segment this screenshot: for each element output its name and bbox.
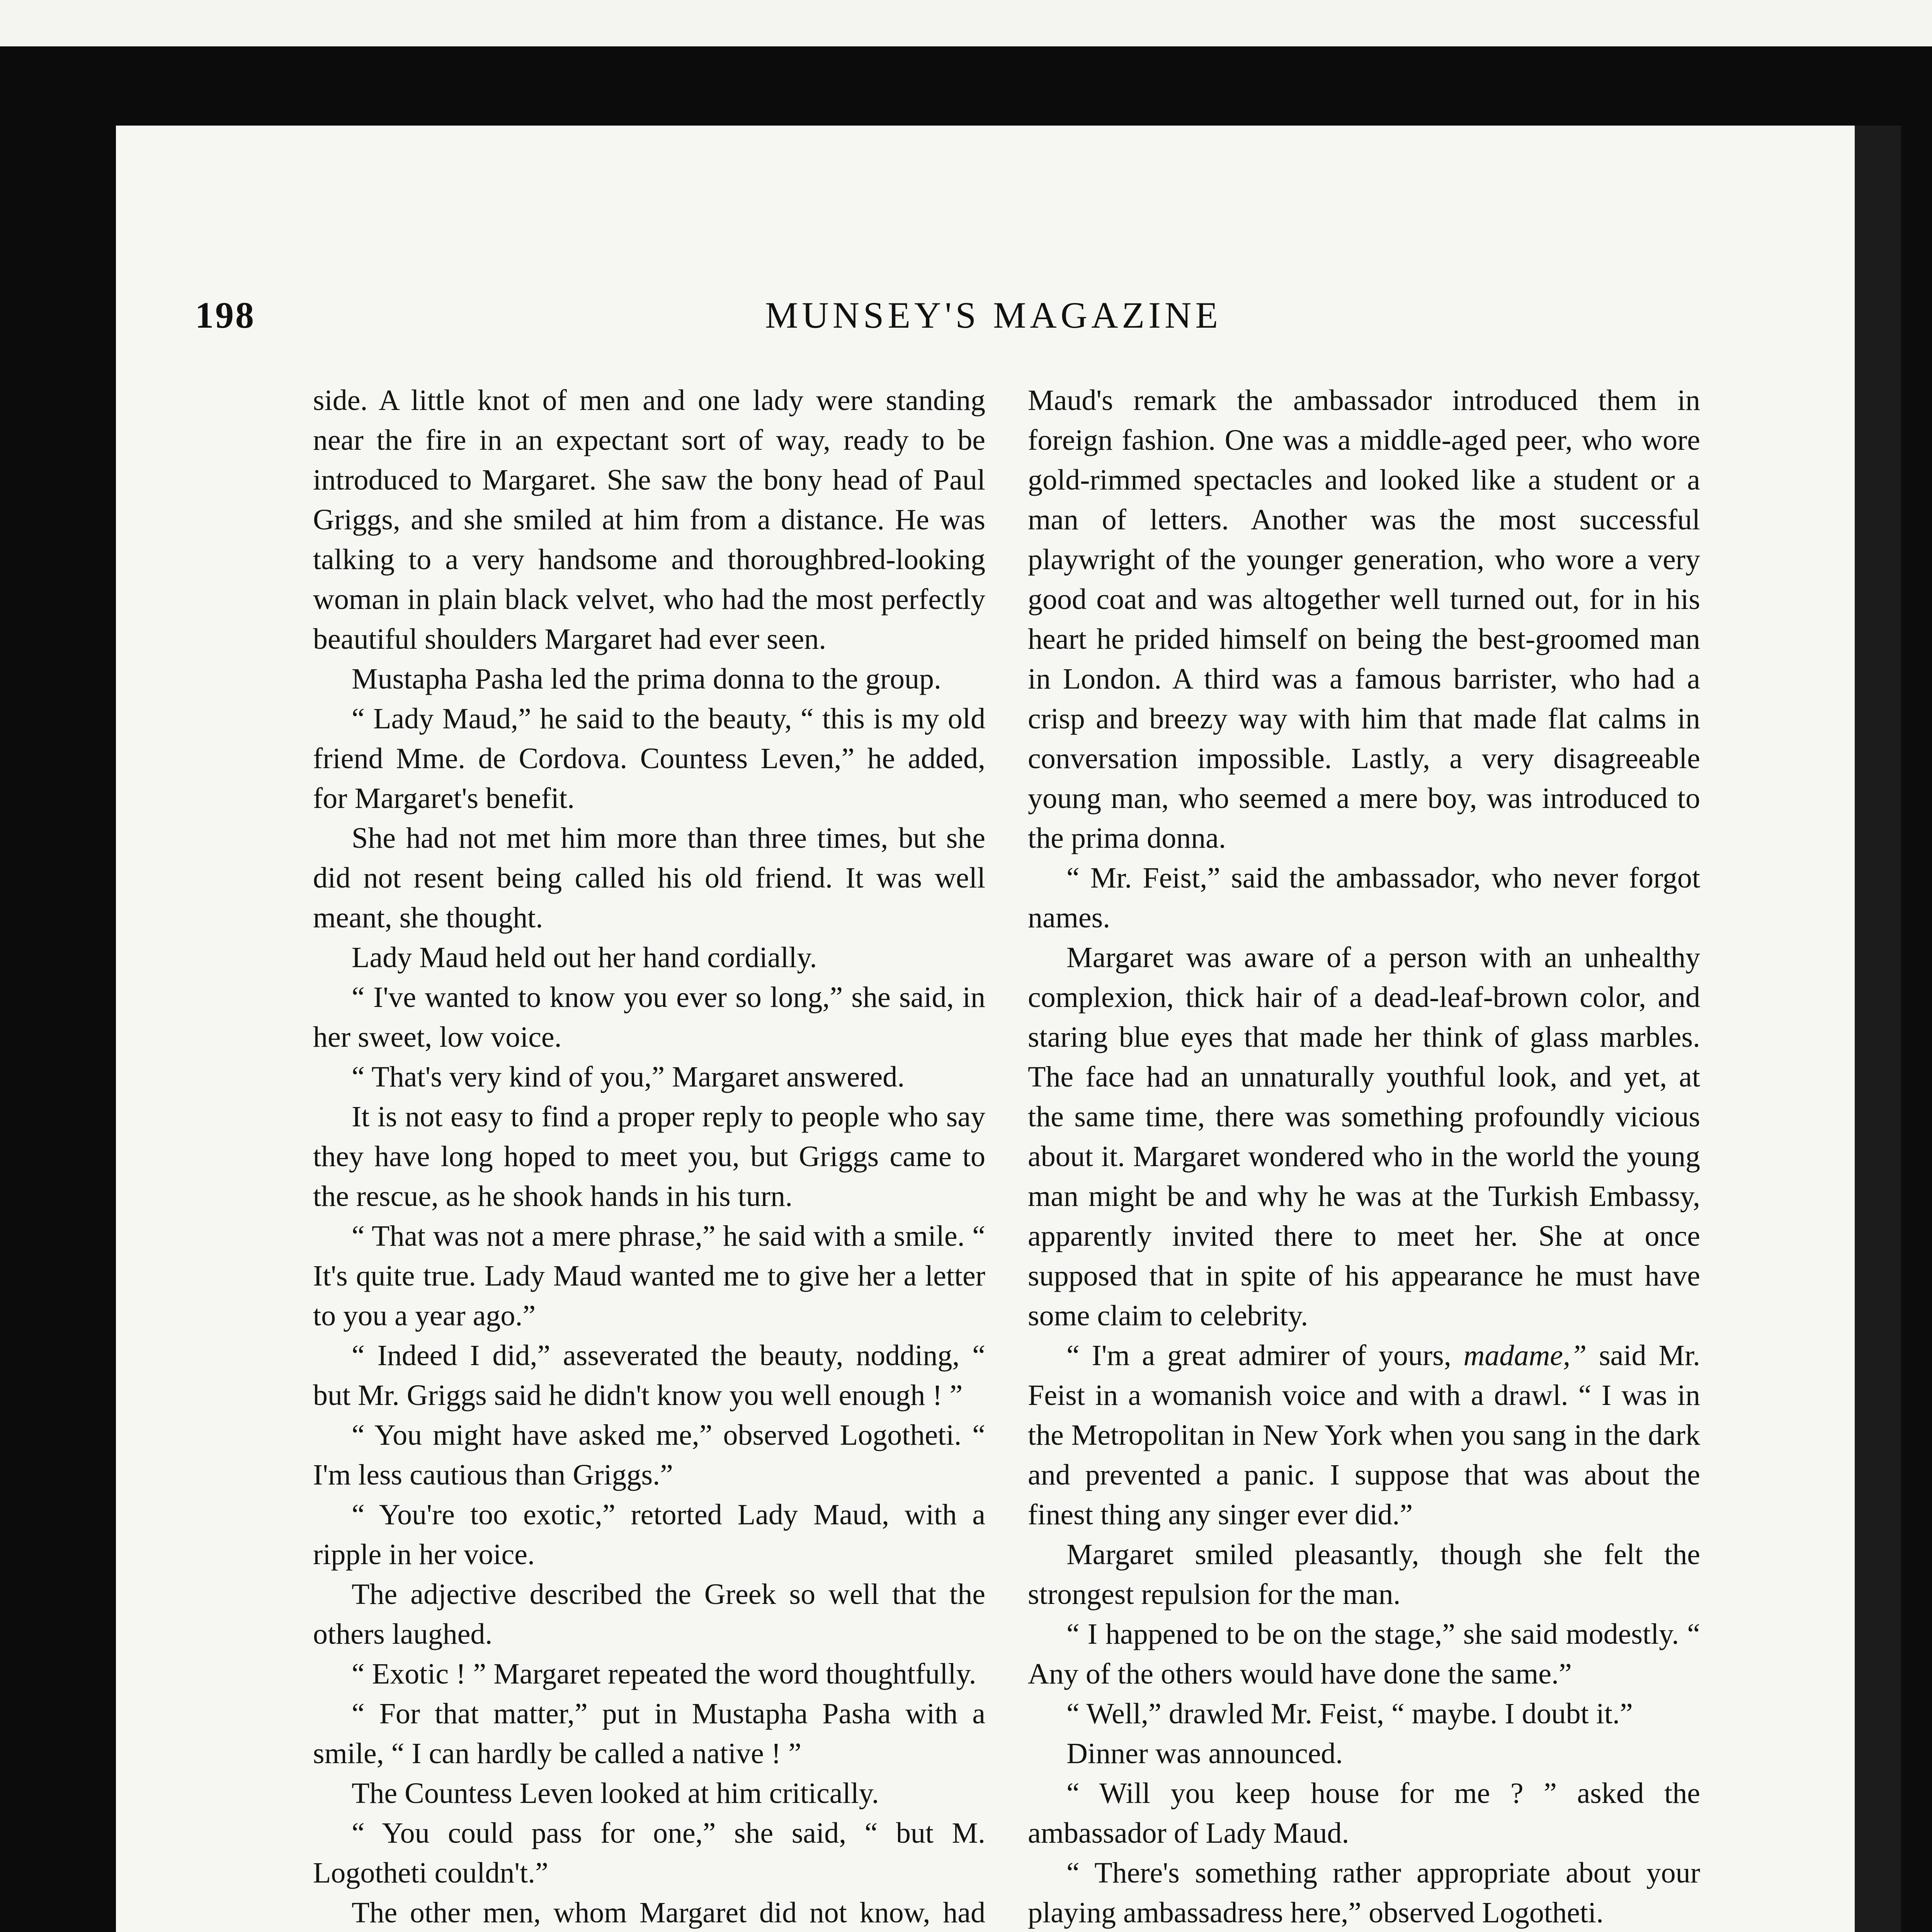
paragraph: “ I've wanted to know you ever so long,” she said, in her sweet, low voice. (313, 981, 985, 1053)
text-run: “ I'm a great admirer of yours, (1066, 1339, 1451, 1372)
page-binding-shadow (1855, 126, 1901, 1932)
left-text-column (313, 381, 985, 1932)
paragraph: Margaret smiled pleasantly, though she felt the strongest repulsion for the man. (1028, 1538, 1700, 1611)
paragraph: Lady Maud held out her hand cordially. (352, 941, 817, 974)
paragraph: “ There's something rather appropriate about your playing ambassadress here,” observed Logotheti. (1028, 1857, 1700, 1929)
paragraph: Mustapha Pasha led the prima donna to the group. (352, 663, 942, 695)
paragraph: “ Will you keep house for me ? ” asked the ambassador of Lady Maud. (1028, 1777, 1700, 1849)
paragraph: “ Well,” drawled Mr. Feist, “ maybe. I doubt it.” (1066, 1697, 1633, 1730)
scan-top-margin (0, 0, 1932, 46)
text-run: said Mr. Feist in a womanish voice and with a drawl. “ I was in the Metropolitan in New York when you sang in the dark and prevented a panic. I suppose that was about the finest thing any singer ever did.” (1028, 1339, 1700, 1531)
paragraph: “ Indeed I did,” asseverated the beauty, nodding, “ but Mr. Griggs said he didn't know you well enough ! ” (313, 1339, 985, 1412)
page-number: 198 (195, 294, 255, 336)
paragraph: It is not easy to find a proper reply to people who say they have long hoped to meet you, but Griggs came to the rescue, as he shook hands in his turn. (313, 1100, 985, 1213)
paragraph: “ You're too exotic,” retorted Lady Maud, with a ripple in her voice. (313, 1498, 985, 1571)
paragraph: “ You could pass for one,” she said, “ but M. Logotheti couldn't.” (313, 1817, 985, 1889)
paragraph: “ That was not a mere phrase,” he said with a smile. “ It's quite true. Lady Maud wanted me to give her a letter to you a year ago.” (313, 1220, 985, 1332)
paragraph: The other men, whom Margaret did not know, had (352, 1896, 985, 1929)
paragraph: Dinner was announced. (1066, 1737, 1343, 1770)
paragraph: “ Lady Maud,” he said to the beauty, “ this is my old friend Mme. de Cordova. Countess Leven,” he added, for Margaret's benefit. (313, 702, 985, 815)
magazine-title: MUNSEY'S MAGAZINE (765, 294, 1222, 336)
paragraph: “ Mr. Feist,” said the ambassador, who never forgot names. (1028, 862, 1700, 934)
paragraph: The Countess Leven looked at him critically. (352, 1777, 879, 1810)
paragraph: “ For that matter,” put in Mustapha Pasha with a smile, “ I can hardly be called a native ! ” (313, 1697, 985, 1770)
paragraph: She had not met him more than three times, but she did not resent being called his old friend. It was well meant, she thought. (313, 822, 985, 934)
paragraph: The adjective described the Greek so well that the others laughed. (313, 1578, 985, 1650)
paragraph: “ You might have asked me,” observed Logotheti. “ I'm less cautious than Griggs.” (313, 1419, 985, 1491)
paragraph: “ Exotic ! ” Margaret repeated the word thoughtfully. (352, 1658, 976, 1690)
paragraph-feist (1028, 1336, 1700, 1535)
italic-word: madame,” (1463, 1339, 1587, 1372)
paragraph: Maud's remark the ambassador introduced them in foreign fashion. One was a middle-aged peer, who wore gold-rimmed spectacles and looked like a student or a man of letters. Another was the most successful playwright of the younger generation, who wore a very good coat and was altogether well turned out, for in his heart he prided himself on being the best-groomed man in London. A third was a famous barrister, who had a crisp and breezy way with him that made flat calms in conversation impossible. Lastly, a very disagreeable young man, who seemed a mere boy, was introduced to the prima donna. (1028, 384, 1700, 854)
right-text-column (1028, 381, 1700, 1932)
paragraph: Margaret was aware of a person with an unhealthy complexion, thick hair of a dead-leaf-brown color, and staring blue eyes that made her think of glass marbles. The face had an unnaturally youthful look, and yet, at the same time, there was something profoundly vicious about it. Margaret wondered who in the world the young man might be and why he was at the Turkish Embassy, apparently invited there to meet her. She at once supposed that in spite of his appearance he must have some claim to celebrity. (1028, 941, 1700, 1332)
paragraph: “ I happened to be on the stage,” she said modestly. “ Any of the others would have done the same.” (1028, 1618, 1700, 1690)
running-header (195, 294, 1432, 340)
paragraph: side. A little knot of men and one lady were standing near the fire in an expectant sort of way, ready to be introduced to Margaret. She saw the bony head of Paul Griggs, and she smiled at him from a distance. He was talking to a very handsome and thoroughbred-looking woman in plain black velvet, who had the most perfectly beautiful shoulders Margaret had ever seen. (313, 384, 985, 655)
paragraph: “ That's very kind of you,” Margaret answered. (352, 1061, 905, 1093)
